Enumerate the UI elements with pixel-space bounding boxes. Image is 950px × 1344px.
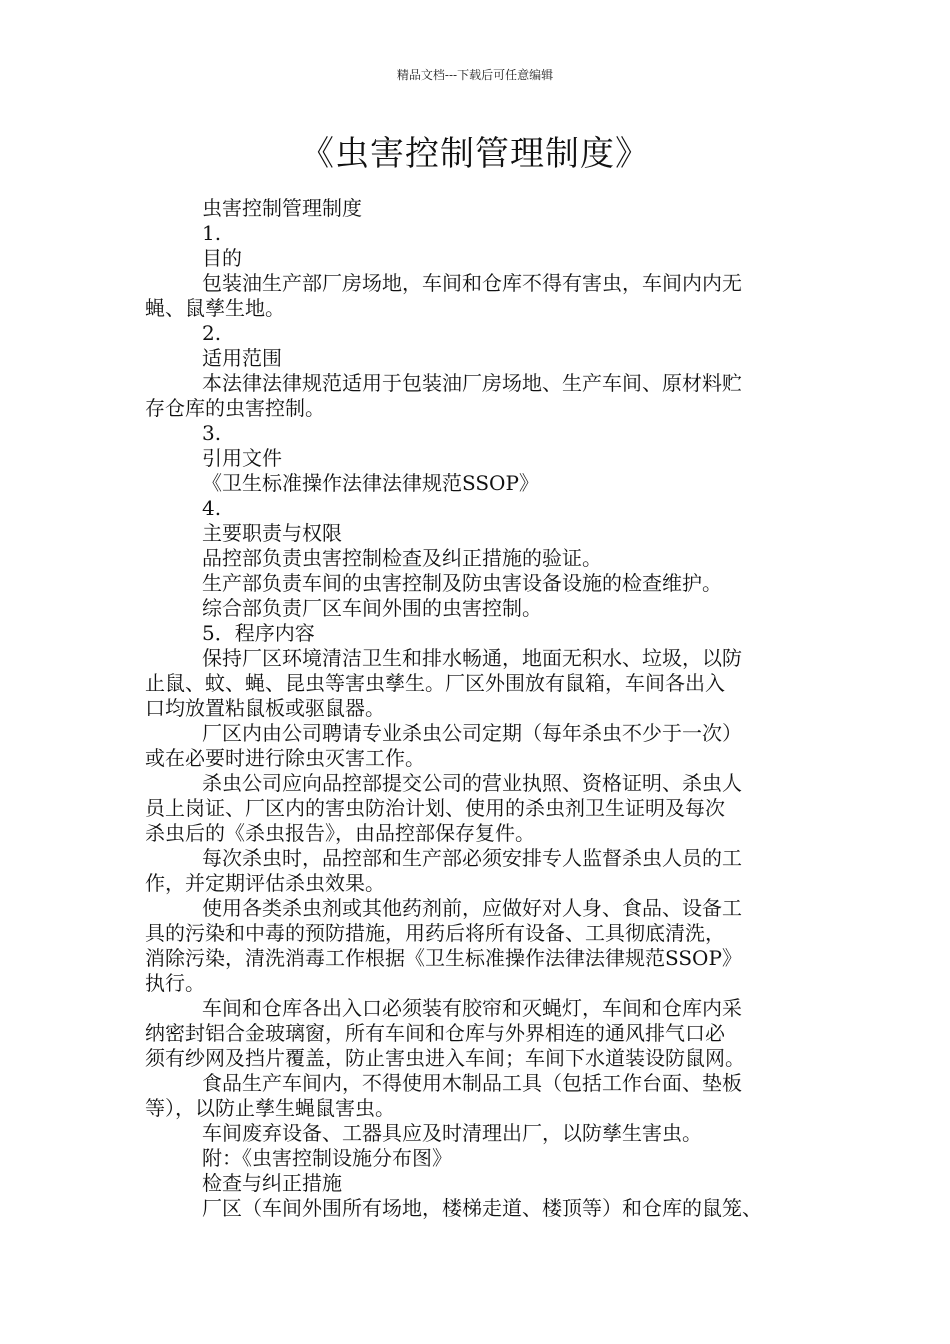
para-11-line: 厂区（车间外围所有场地，楼梯走道、楼顶等）和仓库的鼠笼、 [202,1196,762,1220]
para-5-line: 使用各类杀虫剂或其他药剂前，应做好对人身、食品、设备工 [202,896,742,920]
para-2-line: 厂区内由公司聘请专业杀虫公司定期（每年杀虫不少于一次） [202,721,742,745]
para-1-line: 保持厂区环境清洁卫生和排水畅通，地面无积水、垃圾，以防 [202,646,742,670]
duty-item: 综合部负责厂区车间外围的虫害控制。 [202,596,542,620]
inspection-heading: 检查与纠正措施 [202,1171,342,1195]
para-3-line: 员上岗证、厂区内的害虫防治计划、使用的杀虫剂卫生证明及每次 [145,796,725,820]
para-4-line: 每次杀虫时，品控部和生产部必须安排专人监督杀虫人员的工 [202,846,742,870]
purpose-line-2: 蝇、鼠孳生地。 [145,296,285,320]
para-1-line: 止鼠、蚊、蝇、昆虫等害虫孳生。厂区外围放有鼠箱，车间各出入 [145,671,725,695]
para-2-line: 或在必要时进行除虫灭害工作。 [145,746,425,770]
para-3-line: 杀虫公司应向品控部提交公司的营业执照、资格证明、杀虫人 [202,771,742,795]
para-5-line: 执行。 [145,971,205,995]
purpose-line-1: 包装油生产部厂房场地，车间和仓库不得有害虫，车间内内无 [202,271,742,295]
section-3-number: 3. [202,421,222,445]
para-6-line: 车间和仓库各出入口必须装有胶帘和灭蝇灯，车间和仓库内采 [202,996,742,1020]
para-5-line: 具的污染和中毒的预防措施，用药后将所有设备、工具彻底清洗， [145,921,725,945]
duty-item: 生产部负责车间的虫害控制及防虫害设备设施的检查维护。 [202,571,722,595]
section-1-title: 目的 [202,246,242,270]
scope-line-1: 本法律法律规范适用于包装油厂房场地、生产车间、原材料贮 [202,371,742,395]
section-1-number: 1. [202,221,222,245]
reference-doc: 《卫生标准操作法律法律规范SSOP》 [202,471,539,495]
section-3-title: 引用文件 [202,446,282,470]
duty-item: 品控部负责虫害控制检查及纠正措施的验证。 [202,546,602,570]
section-2-number: 2. [202,321,222,345]
para-6-line: 须有纱网及挡片覆盖，防止害虫进入车间；车间下水道装设防鼠网。 [145,1046,745,1070]
para-5-line: 消除污染，清洗消毒工作根据《卫生标准操作法律法律规范SSOP》 [145,946,742,970]
header-note: 精品文档---下载后可任意编辑 [396,68,554,82]
para-7-line: 食品生产车间内，不得使用木制品工具（包括工作台面、垫板 [202,1071,742,1095]
section-2-title: 适用范围 [202,346,282,370]
scope-line-2: 存仓库的虫害控制。 [145,396,325,420]
appendix-note: 附：《虫害控制设施分布图》 [202,1146,452,1170]
para-8: 车间废弃设备、工器具应及时清理出厂，以防孳生害虫。 [202,1121,702,1145]
para-7-line: 等），以防止孳生蝇鼠害虫。 [145,1096,395,1120]
para-1-line: 口均放置粘鼠板或驱鼠器。 [145,696,385,720]
para-4-line: 作，并定期评估杀虫效果。 [145,871,385,895]
section-4-title: 主要职责与权限 [202,521,342,545]
document-body [145,196,810,1221]
para-6-line: 纳密封铝合金玻璃窗，所有车间和仓库与外界相连的通风排气口必 [145,1021,725,1045]
section-4-number: 4. [202,496,222,520]
para-3-line: 杀虫后的《杀虫报告》，由品控部保存复件。 [145,821,535,845]
doc-heading: 虫害控制管理制度 [202,196,362,220]
section-5-title: 5．程序内容 [202,621,315,645]
document-title: 《虫害控制管理制度》 [300,134,650,174]
